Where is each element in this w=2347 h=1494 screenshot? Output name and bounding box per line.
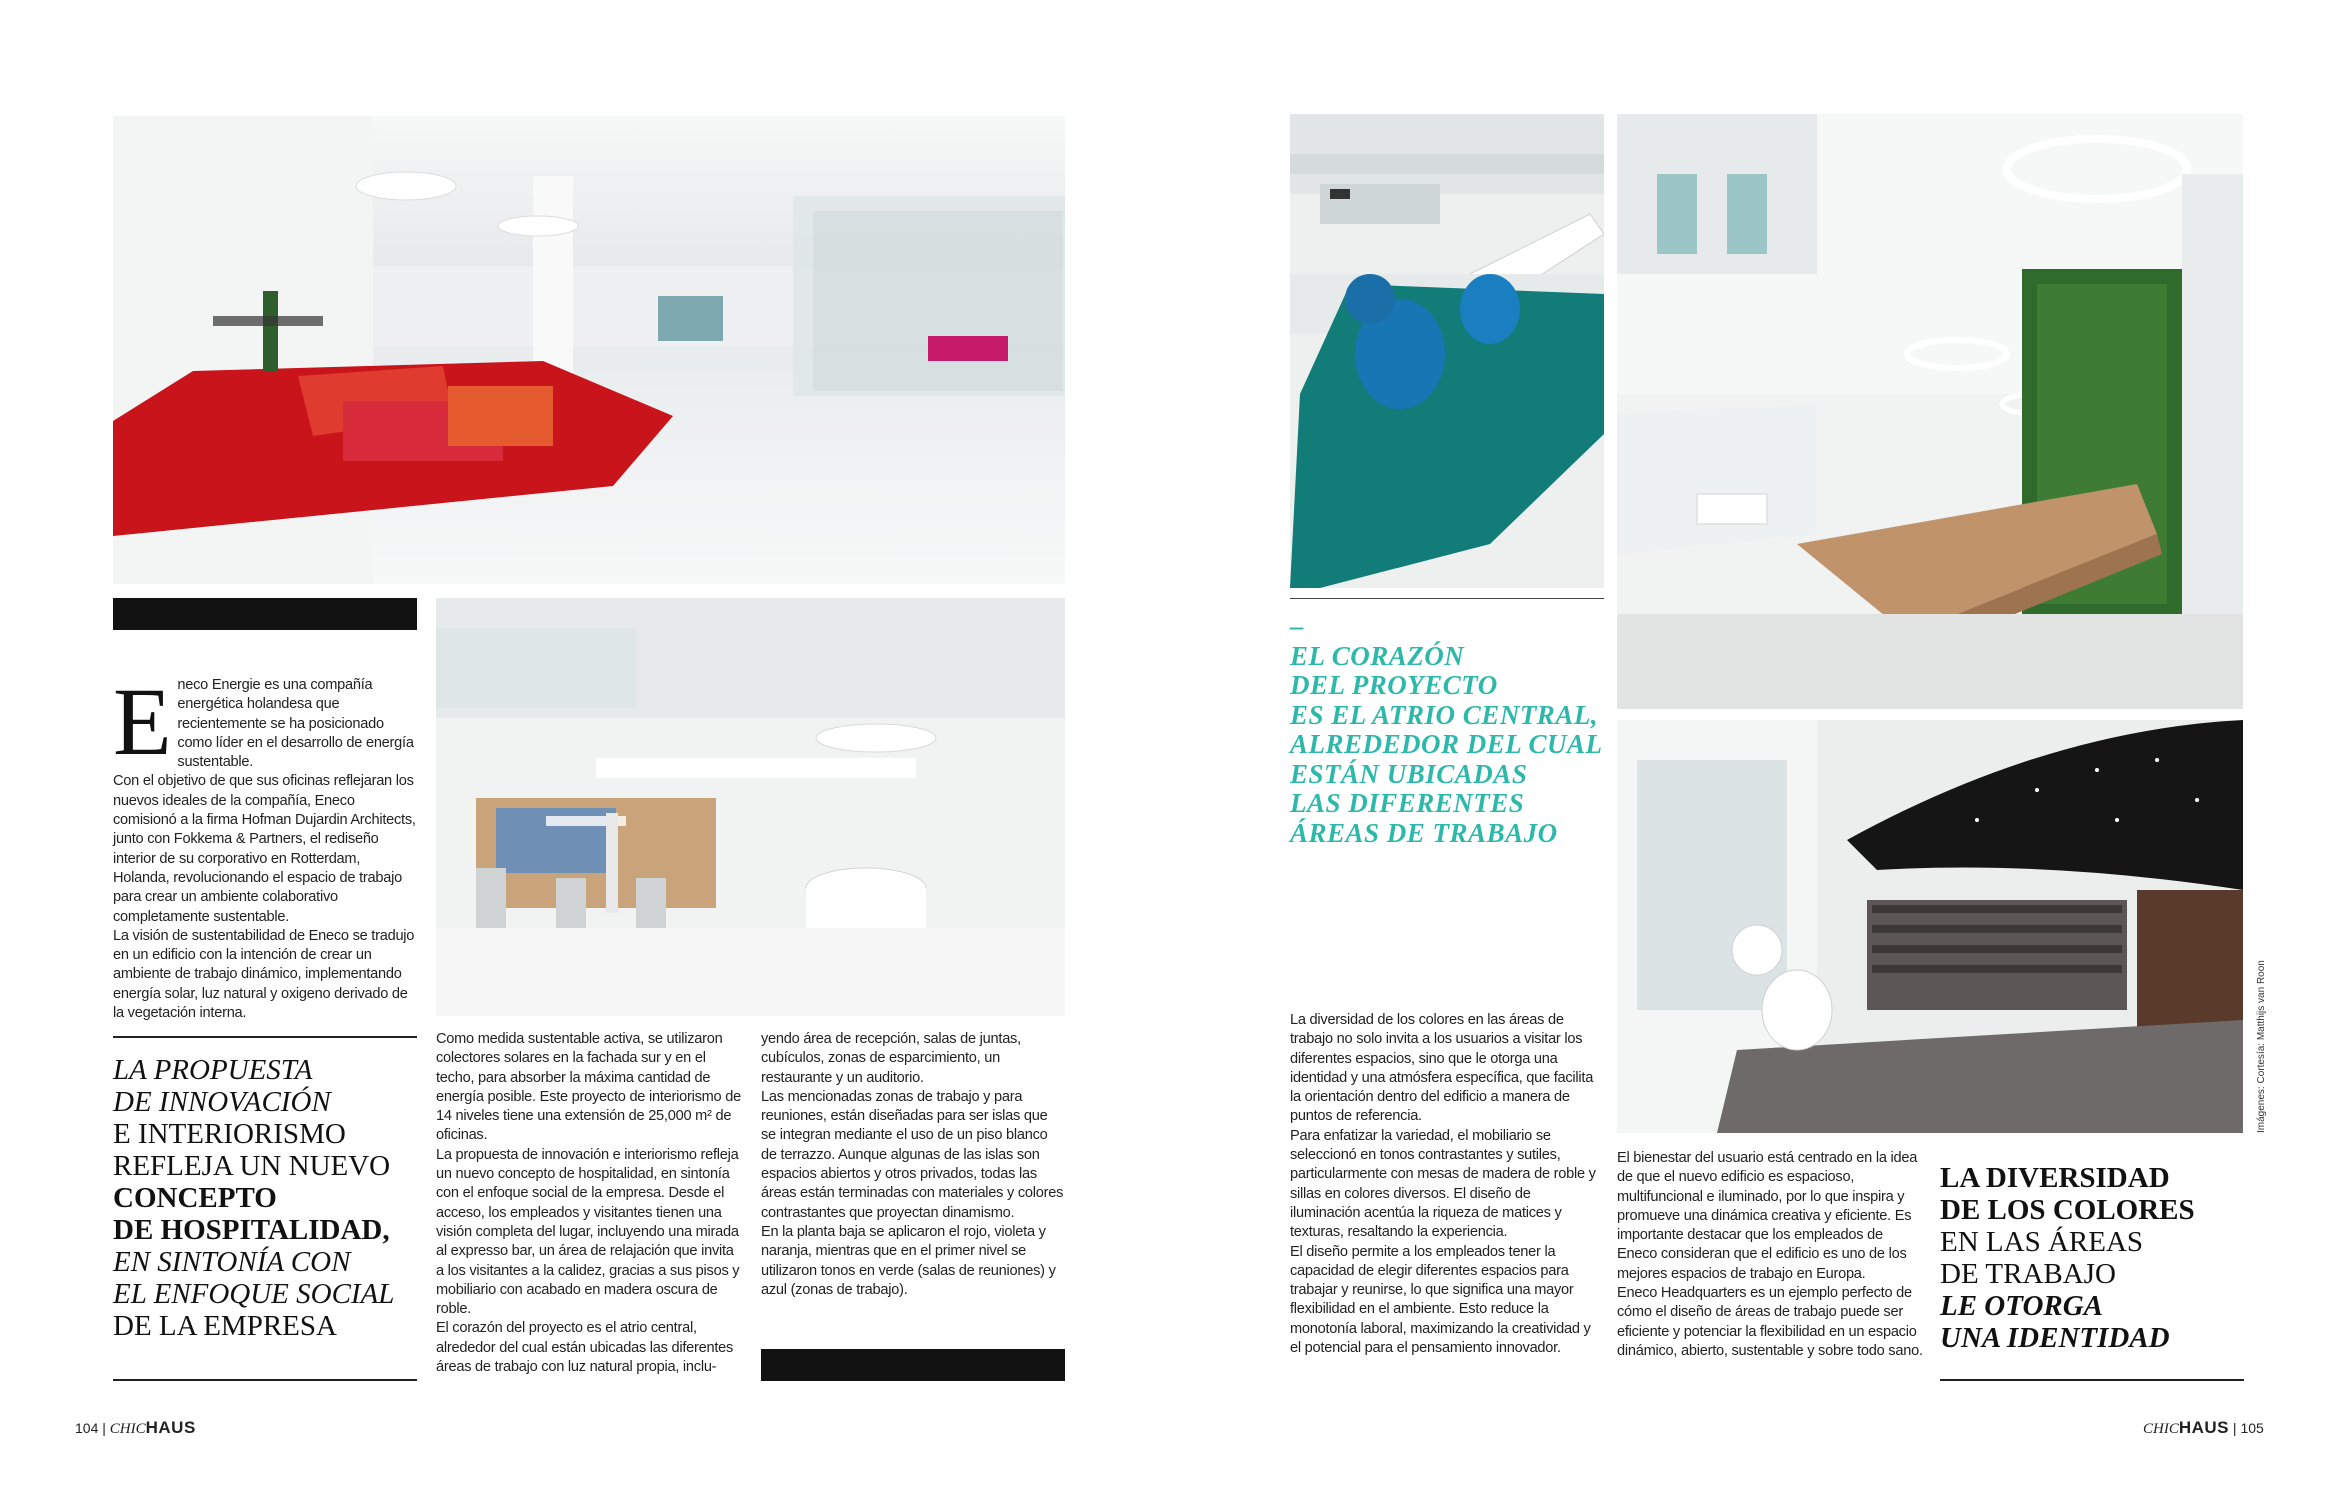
pull-quote-line-2: DE INNOVACIÓN [113,1086,331,1118]
right-quote-line-1: LA DIVERSIDAD [1940,1162,2170,1194]
teal-quote-dash: – [1290,611,1304,641]
right-col2-paragraph-2: Eneco Headquarters es un ejemplo perfecto de cómo el diseño de áreas de trabajo puede ser eficiente y potenciar la flexibilidad en un espacio dinámico, abierto, sustentable y sobre todo sano. [1617,1285,1923,1359]
intro-paragraph-3: La visión de sustentabilidad de Eneco se tradujo en un edificio con la intención de crear un ambiente de trabajo dinámico, implementando energía solar, luz natural y oxigeno derivado de la vegetación interna. [113,927,415,1022]
right-quote-line-2: DE LOS COLORES [1940,1194,2195,1226]
pull-quote-line-8: EL ENFOQUE SOCIAL [113,1278,395,1310]
left-brand-haus: HAUS [145,1418,196,1437]
left-folio [75,1418,196,1438]
left-col2-paragraph-1: Como medida sustentable activa, se utilizaron colectores solares en la fachada sur y en el techo, para absorber la máxima cantidad de energía posible. Este proyecto de interiorismo de 14 niveles tiene una extensión de 25,000 m² de oficinas. [436,1031,741,1144]
teal-quote-line-5: ESTÁN UBICADAS [1290,758,1528,789]
auditorium-photo [1617,720,2243,1133]
teal-quote-line-3: ES EL ATRIO CENTRAL, [1290,699,1599,730]
right-quote-line-6: UNA IDENTIDAD [1940,1322,2170,1354]
teal-pull-quote [1290,612,1620,848]
right-quote-line-5: LE OTORGA [1940,1290,2104,1322]
lounge-red-carpet-photo [113,116,1065,584]
right-folio [2143,1418,2264,1438]
right-quote-line-4: DE TRABAJO [1940,1258,2116,1290]
pull-quote-bottom-rule [113,1379,417,1381]
right-pull-quote-bottom-rule [1940,1379,2244,1381]
teal-chairs-atrium-photo [1290,114,1604,588]
pull-quote-line-3: E INTERIORISMO [113,1118,346,1150]
teal-quote-line-6: LAS DIFERENTES [1290,788,1525,818]
intro-paragraph-1: neco Energie es una compañía energética holandesa que recientemente se ha posicionado como líder en el desarrollo de energía sustentable. [177,677,414,771]
right-quote-line-3: EN LAS ÁREAS [1940,1226,2144,1258]
left-page-number: 104 [75,1420,99,1436]
right-col1-paragraph-2: Para enfatizar la variedad, el mobiliario se seleccionó en tonos contrastantes y sutiles, particularmente con mesas de madera de roble y sillas en colores diversos. El diseño de iluminación acentúa la riqueza de matices y texturas, resaltando la experiencia. [1290,1127,1596,1241]
pull-quote-line-5: CONCEPTO [113,1182,277,1214]
right-col1-paragraph-3: El diseño permite a los empleados tener la capacidad de elegir diferentes espacios para trabajar y reunirse, lo que significa una mayor flexibilidad en el ambiente. Esto reduce la monotonía laboral, maximizando la creatividad y el potencial para el pensamiento innovador. [1290,1243,1591,1357]
left-body-column-2 [436,1030,741,1377]
teal-quote-line-2: DEL PROYECTO [1290,670,1498,700]
left-body-column-3 [761,1030,1066,1300]
left-col3-paragraph-3: En la planta baja se aplicaron el rojo, violeta y naranja, mientras que en el primer nivel se utilizaron tonos en verde (salas de reuniones) y azul (zonas de trabajo). [761,1223,1056,1298]
right-body-column-1 [1290,1011,1600,1358]
decorative-black-bar-bottom-fill [761,1349,1065,1381]
teal-quote-line-7: ÁREAS DE TRABAJO [1290,817,1558,848]
right-col2-paragraph-1: El bienestar del usuario está centrado en la idea de que el nuevo edificio es espacioso, multifuncional e iluminado, por lo que inspira y promueve una dinámica creativa y eficiente. Es importante destacar que los empleados de Eneco consideran que el edificio es uno de los mejores espacios de trabajo en Europa. [1617,1150,1918,1282]
intro-paragraph-2: Con el objetivo de que sus oficinas reflejaran los nuevos ideales de la compañía, Eneco comisionó a la firma Hofman Dujardin Architects, junto con Fokkema & Partners, el rediseño interior de su corporativo en Rotterdam, Holanda, revolucionando el espacio de trabajo para crear un ambiente colaborativo completamente sustentable. [113,773,416,925]
pull-quote-line-6: DE HOSPITALIDAD, [113,1214,390,1246]
left-col3-paragraph-2: Las mencionadas zonas de trabajo y para reuniones, están diseñadas para ser islas que se integran mediante el uso de un piso blanco de terrazzo. Aunque algunas de las islas son espacios abiertos y otros privados, todas las áreas están terminadas con materiales y colores contrastantes que proyectan dinamismo. [761,1088,1064,1221]
right-page-number: 105 [2240,1420,2264,1436]
pull-quote-line-9: DE LA EMPRESA [113,1310,337,1342]
left-col2-paragraph-2: La propuesta de innovación e interiorismo refleja un nuevo concepto de hospitalidad, en sintonía con el enfoque social de la empresa. Desde el acceso, los empleados y visitantes tienen una visión completa del lugar, incluyendo una mirada al expresso bar, un área de relajación que invita a los visitantes a la calidez, gracias a sus pisos y mobiliario con acabado en madera oscura de roble. [436,1146,740,1318]
decorative-black-bar [113,598,417,630]
right-brand-chic: CHIC [2143,1421,2179,1437]
teal-quote-line-1: EL CORAZÓN [1290,640,1465,671]
left-col3-paragraph-1: yendo área de recepción, salas de juntas, cubículos, zonas de esparcimiento, un restaurante y un auditorio. [761,1031,1021,1086]
teal-quote-line-4: ALREDEDOR DEL CUAL [1290,729,1603,759]
reception-photo [436,598,1065,1016]
pull-quote-line-7: EN SINTONÍA CON [113,1246,351,1278]
left-brand-chic: CHIC [109,1421,146,1437]
pull-quote-left [113,1054,433,1342]
intro-column [113,668,417,1023]
pull-quote-top-rule [113,1036,417,1038]
right-body-column-2 [1617,1149,1923,1361]
left-folio-separator: | [102,1420,106,1436]
left-col2-paragraph-3: El corazón del proyecto es el atrio central, alrededor del cual están ubicadas las diferentes áreas de trabajo con luz natural propia, inclu- [436,1320,734,1376]
pull-quote-right [1940,1162,2240,1354]
meeting-table-green-wall-photo [1617,114,2243,709]
right-brand-haus: HAUS [2178,1418,2230,1437]
pull-quote-line-1: LA PROPUESTA [113,1054,313,1086]
right-col1-paragraph-1: La diversidad de los colores en las áreas de trabajo no solo invita a los usuarios a visitar los diferentes espacios, sino que le otorga una identidad y una atmósfera específica, que facilita la orientación dentro del edificio a manera de puntos de referencia. [1290,1012,1594,1125]
dropcap: E [113,668,172,775]
photo-credit: Imágenes: Cortesía: Matthijs van Roon [2256,960,2267,1133]
pull-quote-line-4: REFLEJA UN NUEVO [113,1150,391,1182]
teal-quote-top-rule [1290,598,1604,599]
right-folio-separator: | [2232,1420,2237,1436]
